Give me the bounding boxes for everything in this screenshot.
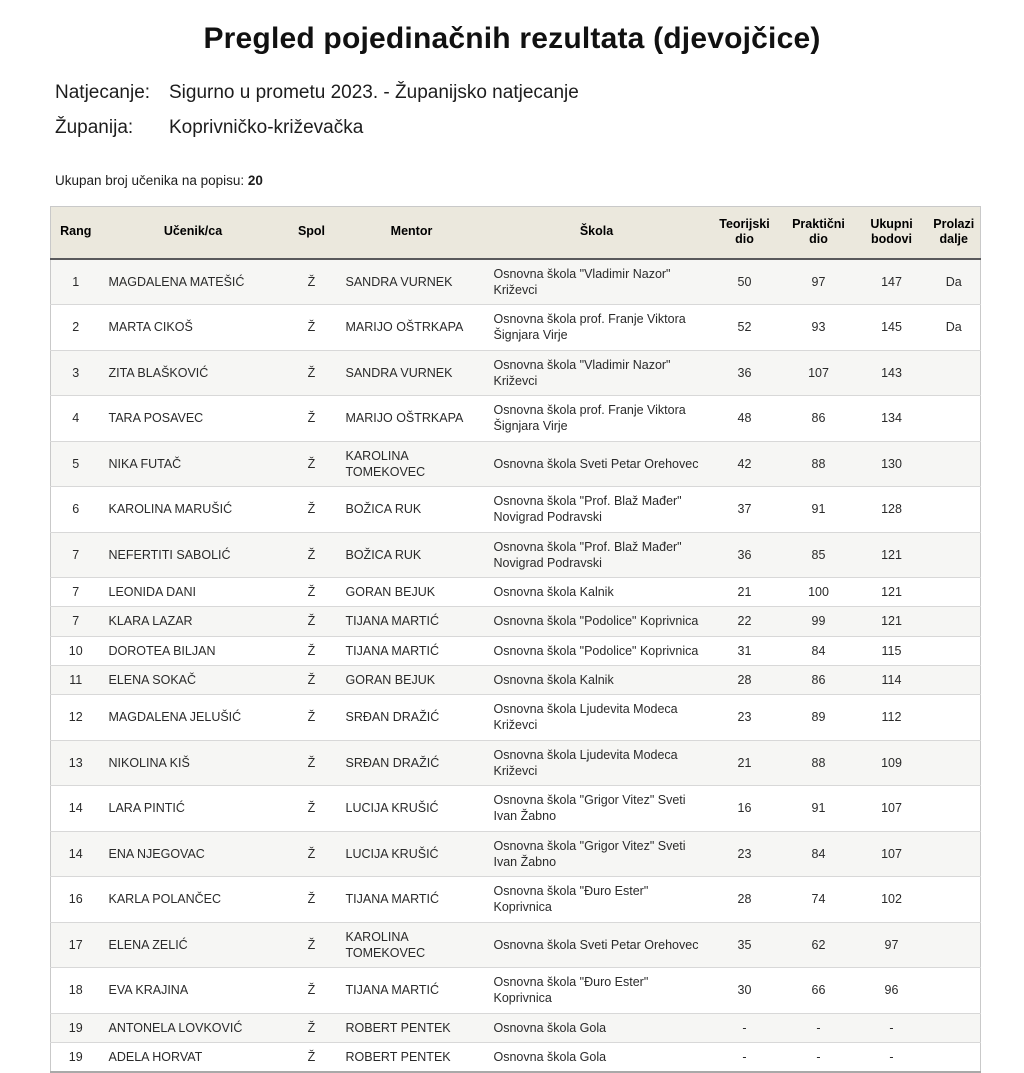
cell-rang: 16 <box>68 892 83 907</box>
table-row <box>51 578 981 607</box>
cell-mentor: GORAN BEJUK <box>345 585 436 599</box>
table-row <box>51 636 981 665</box>
cell-skola: Osnovna škola "Podolice" Koprivnica <box>493 643 699 658</box>
cell-ukupni-bodovi: 121 <box>881 614 902 629</box>
cell-prolazi-dalje <box>928 396 981 442</box>
cell-ukupni-bodovi: 134 <box>881 411 902 426</box>
cell-prakticni-dio: 86 <box>811 411 826 426</box>
cell-rang: 12 <box>68 710 83 725</box>
results-table <box>50 206 981 1073</box>
cell-rang: 6 <box>72 502 80 517</box>
cell-mentor: MARIJO OŠTRKAPA <box>345 320 464 335</box>
cell-prolazi-dalje <box>928 636 981 665</box>
table-row <box>51 968 981 1014</box>
cell-prolazi-dalje <box>928 350 981 396</box>
cell-spol: Ž <box>307 643 316 658</box>
cell-ucenik: ELENA SOKAČ <box>108 672 197 687</box>
cell-teorijski-dio: 21 <box>737 585 752 599</box>
cell-ucenik: ENA NJEGOVAC <box>108 846 205 861</box>
cell-teorijski-dio: 37 <box>737 502 752 517</box>
column-header-skola: Škola <box>486 207 708 259</box>
cell-skola: Osnovna škola Gola <box>493 1020 607 1035</box>
cell-teorijski-dio: 28 <box>737 672 752 687</box>
cell-skola: Osnovna škola "Prof. Blaž Mađer" Novigrad Podravski <box>493 494 682 525</box>
cell-spol: Ž <box>307 365 316 380</box>
cell-skola: Osnovna škola "Đuro Ester" Koprivnica <box>493 884 649 915</box>
cell-rang: 18 <box>68 983 83 998</box>
column-header-spol: Spol <box>286 207 338 259</box>
cell-rang: 7 <box>72 547 80 562</box>
cell-rang: 4 <box>72 411 80 426</box>
cell-ukupni-bodovi: 128 <box>881 502 902 517</box>
cell-prolazi-dalje <box>928 786 981 832</box>
cell-prakticni-dio: 93 <box>811 320 826 335</box>
cell-prolazi-dalje <box>928 1013 981 1042</box>
cell-skola: Osnovna škola "Prof. Blaž Mađer" Novigrad Podravski <box>493 539 682 570</box>
cell-skola: Osnovna škola Ljudevita Modeca Križevci <box>493 747 678 778</box>
column-header-teorijski-dio: Teorijski dio <box>708 207 782 259</box>
cell-rang: 7 <box>72 585 80 599</box>
cell-teorijski-dio: 16 <box>737 801 752 816</box>
cell-prakticni-dio: 85 <box>811 547 826 562</box>
cell-prakticni-dio: 91 <box>811 502 826 517</box>
cell-teorijski-dio: 28 <box>737 892 752 907</box>
cell-spol: Ž <box>307 672 316 687</box>
table-row <box>51 786 981 832</box>
cell-teorijski-dio: 30 <box>737 983 752 998</box>
cell-mentor: TIJANA MARTIĆ <box>345 983 440 998</box>
cell-spol: Ž <box>307 937 316 952</box>
cell-mentor: ROBERT PENTEK <box>345 1049 451 1064</box>
cell-mentor: SANDRA VURNEK <box>345 365 453 380</box>
county-row <box>55 117 1024 139</box>
cell-skola: Osnovna škola "Grigor Vitez" Sveti Ivan Žabno <box>493 838 686 869</box>
cell-teorijski-dio: 23 <box>737 846 752 861</box>
cell-prakticni-dio: 91 <box>811 801 826 816</box>
cell-ukupni-bodovi: - <box>889 1049 894 1064</box>
cell-ukupni-bodovi: 130 <box>881 456 902 471</box>
cell-prakticni-dio: 62 <box>811 937 826 952</box>
results-table-body <box>51 259 981 1073</box>
cell-rang: 19 <box>68 1049 83 1064</box>
table-row <box>51 350 981 396</box>
header-row <box>51 207 981 259</box>
cell-mentor: GORAN BEJUK <box>345 672 436 687</box>
column-header-prakticni-dio: Praktični dio <box>782 207 856 259</box>
cell-spol: Ž <box>307 585 316 599</box>
cell-prolazi-dalje <box>928 695 981 741</box>
table-row <box>51 1042 981 1072</box>
cell-ucenik: EVA KRAJINA <box>108 983 189 998</box>
cell-teorijski-dio: 36 <box>737 547 752 562</box>
cell-ukupni-bodovi: 102 <box>881 892 902 907</box>
cell-mentor: ROBERT PENTEK <box>345 1020 451 1035</box>
table-row <box>51 877 981 923</box>
cell-ukupni-bodovi: 121 <box>881 547 902 562</box>
table-row <box>51 695 981 741</box>
cell-mentor: SRĐAN DRAŽIĆ <box>345 710 440 725</box>
cell-spol: Ž <box>307 274 316 289</box>
cell-ucenik: ADELA HORVAT <box>108 1049 203 1064</box>
cell-teorijski-dio: 50 <box>737 274 752 289</box>
cell-teorijski-dio: 31 <box>737 643 752 658</box>
cell-prolazi-dalje <box>928 665 981 694</box>
column-header-ukupni-bodovi: Ukupni bodovi <box>856 207 928 259</box>
cell-spol: Ž <box>307 320 316 335</box>
cell-mentor: SRĐAN DRAŽIĆ <box>345 755 440 770</box>
cell-ucenik: TARA POSAVEC <box>108 411 204 426</box>
cell-prakticni-dio: 97 <box>811 274 826 289</box>
student-count-line <box>55 173 1024 188</box>
cell-prakticni-dio: 88 <box>811 755 826 770</box>
cell-prolazi-dalje <box>928 532 981 578</box>
cell-prolazi-dalje <box>928 877 981 923</box>
cell-spol: Ž <box>307 801 316 816</box>
cell-prakticni-dio: 100 <box>808 585 829 599</box>
cell-spol: Ž <box>307 983 316 998</box>
cell-ucenik: KAROLINA MARUŠIĆ <box>108 502 233 517</box>
table-row <box>51 607 981 636</box>
cell-rang: 10 <box>68 643 83 658</box>
county-label: Županija: <box>55 117 134 138</box>
cell-ukupni-bodovi: 112 <box>881 710 902 725</box>
cell-skola: Osnovna škola "Vladimir Nazor" Križevci <box>493 357 671 388</box>
results-table-wrap <box>50 206 980 1073</box>
cell-ukupni-bodovi: 107 <box>881 801 902 816</box>
competition-row <box>55 82 1024 104</box>
cell-prakticni-dio: 99 <box>811 614 826 629</box>
cell-teorijski-dio: 21 <box>737 755 752 770</box>
cell-teorijski-dio: 36 <box>737 365 752 380</box>
cell-ukupni-bodovi: 97 <box>884 937 899 952</box>
cell-prakticni-dio: 107 <box>808 365 829 380</box>
cell-ucenik: MAGDALENA MATEŠIĆ <box>108 274 245 289</box>
cell-teorijski-dio: 23 <box>737 710 752 725</box>
cell-rang: 14 <box>68 846 83 861</box>
cell-prakticni-dio: 88 <box>811 456 826 471</box>
cell-ucenik: DOROTEA BILJAN <box>108 643 216 658</box>
cell-skola: Osnovna škola Kalnik <box>493 672 614 687</box>
table-row <box>51 665 981 694</box>
cell-prolazi-dalje <box>928 922 981 968</box>
cell-prolazi-dalje <box>928 578 981 607</box>
table-row <box>51 487 981 533</box>
cell-spol: Ž <box>307 892 316 907</box>
cell-skola: Osnovna škola "Vladimir Nazor" Križevci <box>493 266 671 297</box>
competition-value: Sigurno u prometu 2023. - Županijsko natjecanje <box>169 82 579 103</box>
cell-prolazi-dalje <box>928 607 981 636</box>
cell-ucenik: NIKOLINA KIŠ <box>108 755 190 770</box>
cell-prakticni-dio: 84 <box>811 643 826 658</box>
cell-ukupni-bodovi: 147 <box>881 274 902 289</box>
cell-ukupni-bodovi: 107 <box>881 846 902 861</box>
cell-rang: 11 <box>69 672 83 687</box>
cell-ucenik: NIKA FUTAČ <box>108 456 182 471</box>
county-value: Koprivničko-križevačka <box>169 117 364 138</box>
cell-ucenik: ZITA BLAŠKOVIĆ <box>108 365 209 380</box>
cell-rang: 17 <box>68 937 83 952</box>
cell-ucenik: LEONIDA DANI <box>108 585 197 599</box>
cell-mentor: TIJANA MARTIĆ <box>345 892 440 907</box>
cell-mentor: LUCIJA KRUŠIĆ <box>345 846 439 861</box>
cell-prolazi-dalje <box>928 1042 981 1072</box>
cell-mentor: MARIJO OŠTRKAPA <box>345 411 464 426</box>
cell-ucenik: LARA PINTIĆ <box>108 801 185 816</box>
cell-ukupni-bodovi: 143 <box>881 365 902 380</box>
cell-prolazi-dalje <box>928 487 981 533</box>
cell-prakticni-dio: 74 <box>811 892 826 907</box>
cell-spol: Ž <box>307 502 316 517</box>
column-header-prolazi-dalje: Prolazi dalje <box>928 207 981 259</box>
column-header-rang: Rang <box>51 207 101 259</box>
cell-teorijski-dio: 52 <box>737 320 752 335</box>
cell-ucenik: ELENA ZELIĆ <box>108 937 188 952</box>
cell-mentor: TIJANA MARTIĆ <box>345 614 440 629</box>
cell-spol: Ž <box>307 755 316 770</box>
cell-prolazi-dalje: Da <box>945 320 962 335</box>
cell-skola: Osnovna škola "Podolice" Koprivnica <box>493 614 699 629</box>
cell-teorijski-dio: 48 <box>737 411 752 426</box>
competition-label: Natjecanje: <box>55 82 151 103</box>
cell-spol: Ž <box>307 411 316 426</box>
cell-skola: Osnovna škola prof. Franje Viktora Šignjara Virje <box>493 403 686 434</box>
cell-prolazi-dalje <box>928 740 981 786</box>
cell-ucenik: ANTONELA LOVKOVIĆ <box>108 1020 243 1035</box>
cell-teorijski-dio: 42 <box>737 456 752 471</box>
cell-ukupni-bodovi: 114 <box>881 672 902 687</box>
cell-rang: 14 <box>68 801 83 816</box>
cell-mentor: KAROLINA TOMEKOVEC <box>345 929 426 960</box>
cell-rang: 19 <box>68 1020 83 1035</box>
student-count-label: Ukupan broj učenika na popisu: <box>55 173 245 188</box>
cell-prolazi-dalje <box>928 968 981 1014</box>
cell-prakticni-dio: - <box>816 1020 821 1035</box>
cell-mentor: KAROLINA TOMEKOVEC <box>345 448 426 479</box>
student-count-value: 20 <box>247 173 263 188</box>
table-row <box>51 259 981 305</box>
cell-rang: 7 <box>72 614 80 629</box>
cell-prolazi-dalje <box>928 441 981 487</box>
report-meta <box>55 82 1024 139</box>
cell-ucenik: MAGDALENA JELUŠIĆ <box>108 710 242 725</box>
table-row <box>51 532 981 578</box>
cell-spol: Ž <box>307 1020 316 1035</box>
table-row <box>51 396 981 442</box>
cell-teorijski-dio: - <box>742 1020 747 1035</box>
cell-mentor: SANDRA VURNEK <box>345 274 453 289</box>
cell-prakticni-dio: 84 <box>811 846 826 861</box>
table-row <box>51 831 981 877</box>
cell-skola: Osnovna škola Ljudevita Modeca Križevci <box>493 702 678 733</box>
cell-spol: Ž <box>307 614 316 629</box>
page-title: Pregled pojedinačnih rezultata (djevojčice) <box>203 22 821 55</box>
cell-ucenik: NEFERTITI SABOLIĆ <box>108 547 231 562</box>
cell-mentor: TIJANA MARTIĆ <box>345 643 440 658</box>
cell-teorijski-dio: 35 <box>737 937 752 952</box>
table-row <box>51 740 981 786</box>
cell-ukupni-bodovi: 145 <box>881 320 902 335</box>
cell-rang: 3 <box>72 365 80 380</box>
column-header-mentor: Mentor <box>338 207 486 259</box>
cell-prakticni-dio: 86 <box>811 672 826 687</box>
cell-prolazi-dalje: Da <box>945 274 962 289</box>
cell-rang: 13 <box>68 755 83 770</box>
cell-ukupni-bodovi: 121 <box>881 585 902 599</box>
cell-ukupni-bodovi: 115 <box>881 643 902 658</box>
table-row <box>51 1013 981 1042</box>
cell-ucenik: MARTA CIKOŠ <box>108 320 193 335</box>
cell-ukupni-bodovi: 96 <box>884 983 899 998</box>
cell-rang: 2 <box>72 320 80 335</box>
cell-spol: Ž <box>307 1049 316 1064</box>
cell-spol: Ž <box>307 456 316 471</box>
cell-mentor: BOŽICA RUK <box>345 547 422 562</box>
column-header-ucenik: Učenik/ca <box>101 207 286 259</box>
cell-ucenik: KARLA POLANČEC <box>108 892 222 907</box>
cell-teorijski-dio: - <box>742 1049 747 1064</box>
table-row <box>51 441 981 487</box>
cell-teorijski-dio: 22 <box>737 614 752 629</box>
table-row <box>51 305 981 351</box>
cell-spol: Ž <box>307 547 316 562</box>
cell-rang: 1 <box>72 274 80 289</box>
cell-ucenik: KLARA LAZAR <box>108 614 193 629</box>
cell-ukupni-bodovi: - <box>889 1020 894 1035</box>
cell-prolazi-dalje <box>928 831 981 877</box>
table-row <box>51 922 981 968</box>
results-table-head <box>51 207 981 259</box>
cell-rang: 5 <box>72 456 80 471</box>
cell-skola: Osnovna škola prof. Franje Viktora Šignjara Virje <box>493 312 686 343</box>
cell-ukupni-bodovi: 109 <box>881 755 902 770</box>
cell-skola: Osnovna škola "Grigor Vitez" Sveti Ivan Žabno <box>493 793 686 824</box>
cell-skola: Osnovna škola Kalnik <box>493 585 614 599</box>
cell-skola: Osnovna škola Sveti Petar Orehovec <box>493 456 699 471</box>
cell-skola: Osnovna škola Gola <box>493 1049 607 1064</box>
cell-prakticni-dio: - <box>816 1049 821 1064</box>
cell-spol: Ž <box>307 846 316 861</box>
cell-prakticni-dio: 66 <box>811 983 826 998</box>
cell-mentor: LUCIJA KRUŠIĆ <box>345 801 439 816</box>
cell-skola: Osnovna škola "Đuro Ester" Koprivnica <box>493 975 649 1006</box>
cell-prakticni-dio: 89 <box>811 710 826 725</box>
cell-spol: Ž <box>307 710 316 725</box>
cell-skola: Osnovna škola Sveti Petar Orehovec <box>493 937 699 952</box>
cell-mentor: BOŽICA RUK <box>345 502 422 517</box>
